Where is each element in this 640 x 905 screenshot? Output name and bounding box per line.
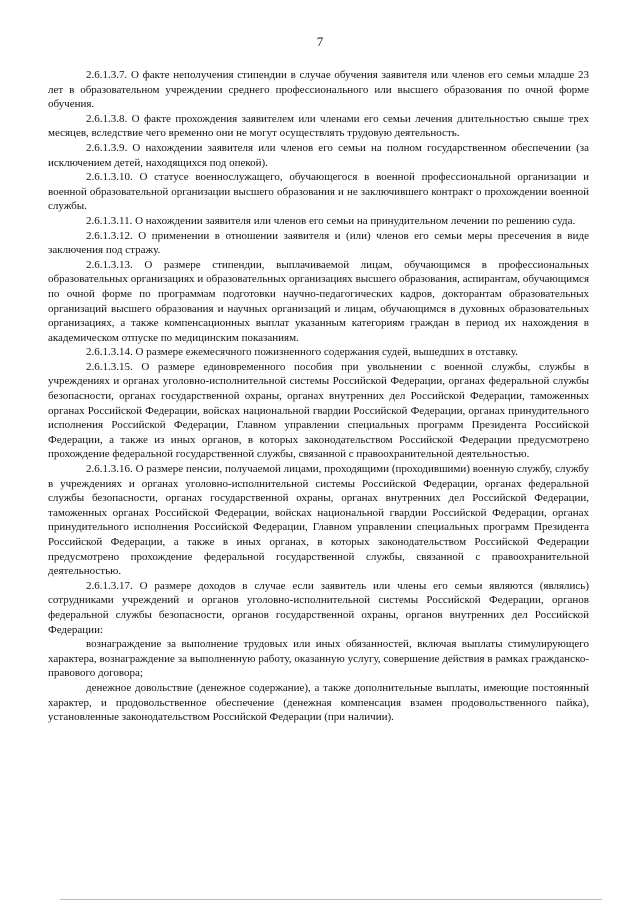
income-item-remuneration: вознаграждение за выполнение трудовых или иных обязанностей, включая выплаты стимулирующего характера, вознаграждение за выполненную работу, оказанную услугу, совершение действия в рамках гражданско-правового договора;	[48, 638, 589, 680]
paragraph-2-6-1-3-8: 2.6.1.3.8. О факте прохождения заявителем или членами его семьи лечения длительностью свыше трех месяцев, вследствие чего временно они не могут осуществлять трудовую деятельность.	[48, 112, 589, 140]
paragraph-2-6-1-3-15: 2.6.1.3.15. О размере единовременного пособия при увольнении с военной службы, службы в учреждениях и органах уголовно-исполнительной системы Российской Федерации, органах федеральной службы безопасности, органах государственной охраны, органах внутренних дел Российской Федерации, таможенных органах Российской Федерации, войсках национальной гвардии Российской Федерации, органах принудительного исполнения Российской Федерации, Главном управлении специальных программ Президента Российской Федерации, а также из иных органов, в которых законодательством Российской Федерации предусмотрено прохождение федеральной государственной службы, связанной с правоохранительной деятельностью.	[48, 360, 589, 461]
paragraph-2-6-1-3-11: 2.6.1.3.11. О нахождении заявителя или членов его семьи на принудительном лечении по решению суда.	[86, 214, 576, 227]
paragraph-2-6-1-3-10: 2.6.1.3.10. О статусе военнослужащего, обучающегося в военной профессиональной организации и военной образовательной организации высшего образования и не заключившего контракт о прохождении военной службы.	[48, 171, 589, 213]
paragraph-2-6-1-3-13: 2.6.1.3.13. О размере стипендии, выплачиваемой лицам, обучающимся в профессиональных образовательных организациях и образовательных организациях высшего образования, аспирантам, обучающимся по очной форме по программам подготовки научно-педагогических кадров, докторантам образовательных организаций высшего образования и научных организаций и лицам, обучающимся в духовных образовательных организациях, а также компенсационных выплат указанным категориям граждан в период их нахождения в академическом отпуске по медицинским показаниям.	[48, 258, 589, 344]
scan-bottom-line	[60, 899, 602, 900]
paragraph-2-6-1-3-14: 2.6.1.3.14. О размере ежемесячного пожизненного содержания судей, вышедших в отставку.	[86, 346, 518, 359]
paragraph-2-6-1-3-7: 2.6.1.3.7. О факте неполучения стипендии в случае обучения заявителя или членов его семьи младше 23 лет в образовательном учреждении среднего профессионального или высшего образования по очной форме обучения.	[48, 69, 589, 111]
paragraph-2-6-1-3-17: 2.6.1.3.17. О размере доходов в случае если заявитель или члены его семьи являются (являлись) сотрудниками учреждений и органов уголовно-исполнительной системы Российской Федерации, органов федеральной службы безопасности, органов государственной охраны, органов внутренних дел Российской Федерации:	[48, 579, 589, 636]
document-body	[48, 68, 589, 725]
paragraph-2-6-1-3-16: 2.6.1.3.16. О размере пенсии, получаемой лицами, проходящими (проходившими) военную службу, службу в учреждениях и органах уголовно-исполнительной системы Российской Федерации, органах федеральной службы безопасности, органах государственной охраны, органах внутренних дел Российской Федерации, таможенных органах Российской Федерации, войсках национальной гвардии Российской Федерации, органах принудительного исполнения Российской Федерации, Главном управлении специальных программ Президента Российской Федерации, а также в иных органах, в которых законодательством Российской Федерации предусмотрено прохождение федеральной государственной службы, связанной с правоохранительной деятельностью.	[48, 463, 589, 578]
paragraph-2-6-1-3-12: 2.6.1.3.12. О применении в отношении заявителя и (или) членов его семьи меры пресечения в виде заключения под стражу.	[48, 229, 589, 257]
paragraph-2-6-1-3-9: 2.6.1.3.9. О нахождении заявителя или членов его семьи на полном государственном обеспечении (за исключением детей, находящихся под опекой).	[48, 141, 589, 169]
income-item-allowance: денежное довольствие (денежное содержание), а также дополнительные выплаты, имеющие постоянный характер, и продовольственное обеспечение (денежная компенсация взамен продовольственного пайка), установленные законодательством Российской Федерации (при наличии).	[48, 681, 589, 724]
page-number: 7	[316, 34, 324, 49]
